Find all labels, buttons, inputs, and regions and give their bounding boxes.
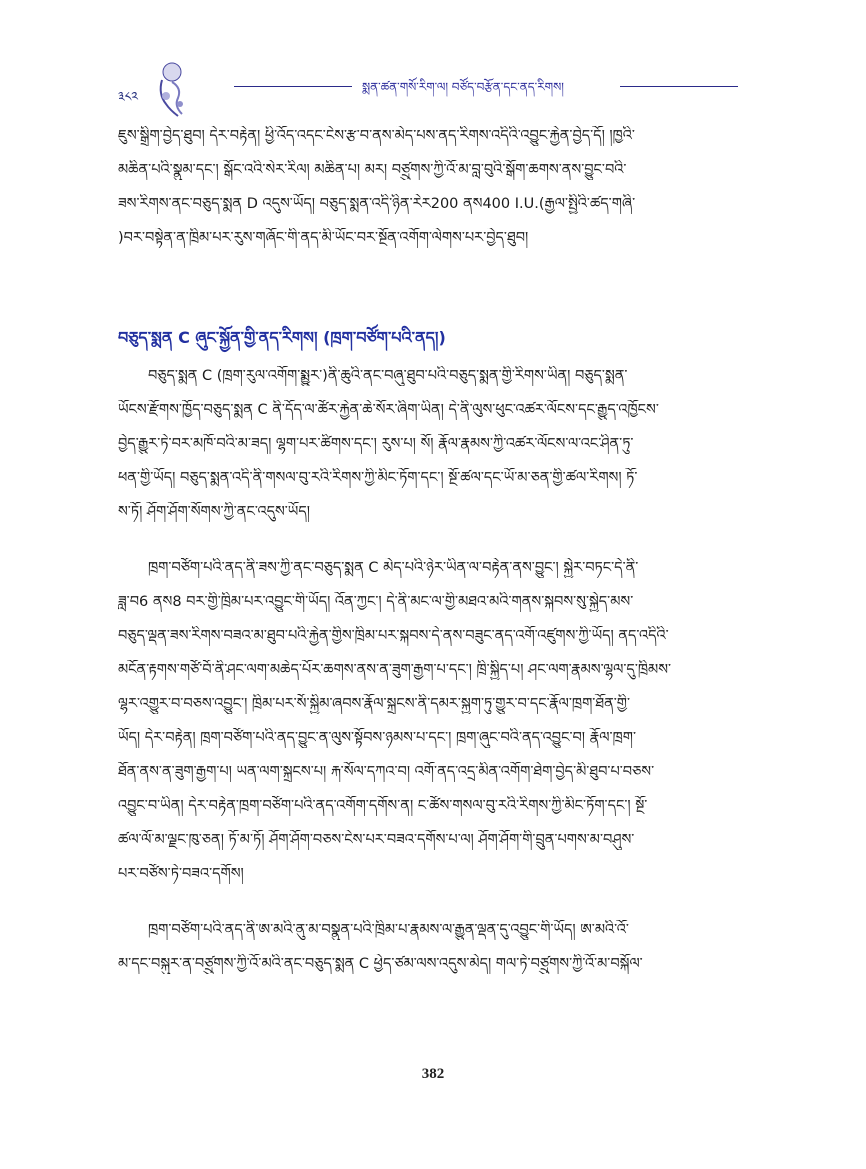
body-line: ཡོངས་རྫོགས་ཁྱོད་བཅུད་སྨན C ནི་དོད་ལ་ཚོར་རྐྱེན་ཆེ་སོར་ཞིག་ཡིན། དེ་ནི་ལུས་ཕུང་འཚར་ལོངས་དང་རྒྱུད་འཁྱོངས་ [118, 402, 659, 418]
body-line: ཟླ་བ6 ནས8 བར་གྱི་ཁྲིམ་པར་འབྱུང་གི་ཡོད། འོན་ཀྱང་། དེ་ནི་མང་ལ་གྱི་མཐའ་མའི་གནས་སྐབས་སུ་སྐྱེད་མས་ [118, 594, 634, 610]
header-rule-right [620, 86, 738, 87]
body-line: པར་བཙོས་ཏེ་བཟའ་དགོས། [118, 866, 244, 882]
body-line: འབྱུང་བ་ཡིན། དེར་བརྟེན་ཁྲག་བཙོག་པའི་ནད་འགོག་དགོས་ན། ང་ཚོས་གསལ་བུ་རའི་རིགས་ཀྱི་མིང་ཏོག་དང་། སྔོ་ [118, 798, 648, 814]
header-rule-left [234, 86, 352, 87]
body-line: མ་དང་བསྐུར་ན་བཙྲུགས་ཀྱི་འོ་མའི་ནང་བཅུད་སྨན C ཕྱེད་ཙམ་ལས་འདུས་མེད། གལ་ཏེ་བཙྲུགས་ཀྱི་འོ་མ་བསྐོལ་ [118, 956, 643, 972]
page-number: 382 [421, 1066, 445, 1082]
body-line: མཆིན་པའི་སྣུམ་དང་། སྒོང་འའི་སེར་རིལ། མཆིན་པ། མར། བཙྲུགས་ཀྱི་འོ་མ་བླ་བུའི་སྒོག་ཆགས་ནས་བྱུང་བའི་ [118, 162, 627, 178]
body-line: ཇུས་སྒྲིག་བྱེད་ཐུབ། དེར་བརྟེན། ཕྱི་འོད་འདང་ངེས་རྩ་བ་ནས་མེད་པས་ནད་རིགས་འདིའི་འབྱུང་རྐྱེན་བྱེད་དོ། །ཁྱའི་ [118, 128, 635, 144]
body-line: ཁྲག་བཙོག་པའི་ནད་ནི་ཨ་མའི་ནུ་མ་བསྣུན་པའི་ཁྲིམ་པ་རྣམས་ལ་རྒྱུན་ལྡན་དུ་འབྱུང་གི་ཡོད། ཨ་མའི་འོ་ [148, 922, 629, 938]
body-line: ཁྲག་བཙོག་པའི་ནད་ནི་ཟས་ཀྱི་ནང་བཅུད་སྨན C མེད་པའི་ཉེར་ཡིན་ལ་བརྟེན་ནས་བྱུང་། སྐྱེར་བཏང་དེ་ནི་ [148, 560, 639, 576]
body-line: ཚལ་ལོ་མ་ལྗང་ཁུ་ཅན། ཏོ་མ་ཏོ། ཤོག་ཤོག་བཅས་ངེས་པར་བཟའ་དགོས་པ་ལ། ཤོག་ཤོག་གི་བྲུན་པགས་མ་བཤུས་ [118, 832, 635, 848]
running-page-number: ༣༨༢ [118, 90, 139, 105]
section-heading: བཅུད་སྨན C ཞུང་སྐྱོན་གྱི་ནད་རིགས། (ཁྲག་བཙོག་པའི་ནད།) [118, 328, 446, 347]
body-line: ས་ཏོ། ཤོག་ཤོག་སོགས་ཀྱི་ནང་འདུས་ཡོད། [118, 504, 310, 520]
body-line: བྱེད་རྒྱུར་ཏེ་བར་མཁོ་བའི་མ་ཟད། ལྷག་པར་ཚིགས་དང་། རུས་པ། སོ། རྣོལ་རྣམས་ཀྱི་འཚར་ལོངས་ལ་འང་ཤིན་ཏུ་ [118, 436, 634, 452]
body-line: ལྷར་འགྱུར་བ་བཅས་འབྱུང་། ཁྲིམ་པར་སོ་སྐྱིམ་ཞབས་རྣོལ་སྐྲངས་ནི་དམར་སྐྱག་ཏུ་གྱུར་བ་དང་རྣོལ་ཁྲག་ཐོན་གྱི་ [118, 696, 631, 712]
body-line: ཕན་གྱི་ཡོད། བཅུད་སྨན་འདི་ནི་གསལ་བུ་རའི་རིགས་ཀྱི་མིང་ཏོག་དང་། སྔོ་ཚལ་དང་ཡོ་མ་ཅན་གྱི་ཚལ་རིགས། ཏོ་ [118, 470, 638, 486]
body-line: ཡོད། དེར་བརྟེན། ཁྲག་བཙོག་པའི་ནད་བྱུང་ན་ལུས་སྟོབས་ཉམས་པ་དང་། ཁྲག་ཞུང་བའི་ནད་འབྱུང་བ། རྣོལ་ཁྲག་ [118, 730, 636, 746]
body-line: མངོན་རྟགས་གཙོ་བོ་ནི་ཤང་ལག་མཆེད་པོར་ཆགས་ནས་ན་ཟུག་རྒྱག་པ་དང་། ཁྲི་སྐྱིད་པ། ཤང་ལག་རྣམས་ལྷལ་དུ་ཁྲིམས་ [118, 662, 672, 678]
header-decoration-icon [148, 58, 194, 120]
body-line: ཟས་རིགས་ནང་བཅུད་སྨན D འདུས་ཡོད། བཅུད་སྨན་འདི་ཉིན་རེར200 ནས400 I.U.(རྒྱལ་སྤྱིའི་ཚད་གཞི་ [118, 196, 636, 212]
body-line: )བར་བསྟེན་ན་ཁྲིམ་པར་རུས་གཞོང་གི་ནད་མི་ཡོང་བར་སྔོན་འགོག་ལེགས་པར་བྱེད་ཐུབ། [118, 230, 529, 246]
body-line: བཅུད་སྨན C (ཁྲག་རུལ་འགོག་སྨྱུར་)ནི་ཆུའི་ནང་བཞུ་ཐུབ་པའི་བཅུད་སྨན་གྱི་རིགས་ཡིན། བཅུད་སྨན་ [148, 368, 628, 384]
running-title: སྨན་ཚན་གསོ་རིག་ལ། བཙོད་བརྩོན་དང་ནད་རིགས། [362, 80, 564, 94]
body-line: བཅུད་ལྡན་ཟས་རིགས་བཟའ་མ་ཐུབ་པའི་རྐྱེན་གྱིས་ཁྲིམ་པར་སྐབས་དེ་ནས་བཟུང་ནད་འགོ་འཛུགས་ཀྱི་ཡོད། ནད་འདིའི་ [118, 628, 669, 644]
body-line: ཐོན་ནས་ན་ཟུག་རྒྱག་པ། ཡན་ལག་སྐྲངས་པ། རྐ་སོལ་དཀའ་བ། འགོ་ནད་འདྲ་མིན་འགོག་ཐེག་བྱེད་མི་ཐུབ་པ་བཅས་ [118, 764, 655, 780]
